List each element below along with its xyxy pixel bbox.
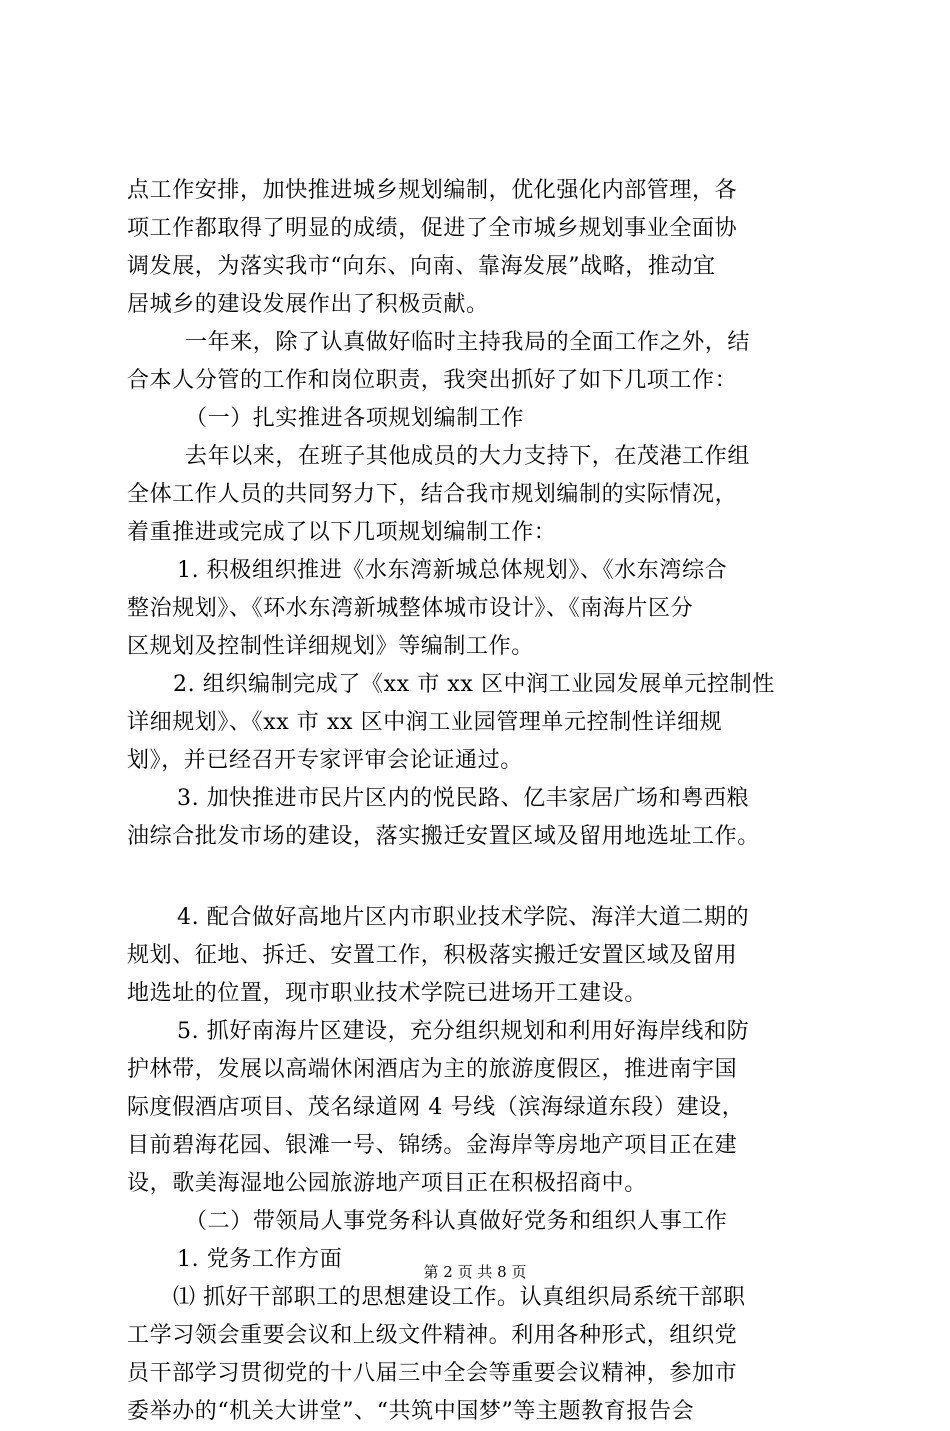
document-body xyxy=(127,172,837,1431)
paragraph-line: 委举办的“机关大讲堂”、“共筑中国梦”等主题教育报告会 xyxy=(127,1399,695,1424)
paragraph-line: 着重推进或完成了以下几项规划编制工作： xyxy=(127,520,557,545)
list-item-line: 4. 配合做好高地片区内市职业技术学院、海洋大道二期的 xyxy=(177,905,750,930)
list-item-line: 3. 加快推进市民片区内的悦民路、亿丰家居广场和粤西粮 xyxy=(177,786,750,811)
list-item-line: 2. 组织编制完成了《xx 市 xx 区中润工业园发展单元控制性 xyxy=(173,672,775,697)
list-item-line: 区规划及控制性详细规划》等编制工作。 xyxy=(127,634,534,659)
list-item-line: 详细规划》、《xx 市 xx 区中润工业园管理单元控制性详细规 xyxy=(127,710,723,735)
list-item-line: 设，歌美海湿地公园旅游地产项目正在积极招商中。 xyxy=(127,1171,647,1196)
paragraph-line: 点工作安排，加快推进城乡规划编制，优化强化内部管理，各 xyxy=(127,178,738,203)
list-item-line: 目前碧海花园、银滩一号、锦绣。金海岸等房地产项目正在建 xyxy=(127,1133,738,1158)
section-heading: （二）带领局人事党务科认真做好党务和组织人事工作 xyxy=(185,1209,728,1234)
paragraph-line: 去年以来，在班子其他成员的大力支持下，在茂港工作组 xyxy=(185,444,751,469)
list-item-line: 护林带，发展以高端休闲酒店为主的旅游度假区，推进南宇国 xyxy=(127,1057,738,1082)
list-item-line: 整治规划》、《环水东湾新城整体城市设计》、《南海片区分 xyxy=(127,596,694,621)
paragraph-line: 全体工作人员的共同努力下，结合我市规划编制的实际情况， xyxy=(127,482,738,507)
list-item-line: 油综合批发市场的建设，落实搬迁安置区域及留用地选址工作。 xyxy=(127,824,760,849)
paragraph-line: ⑴ 抓好干部职工的思想建设工作。认真组织局系统干部职 xyxy=(173,1285,746,1310)
list-item-line: 际度假酒店项目、茂名绿道网 4 号线（滨海绿道东段）建设， xyxy=(127,1095,745,1120)
list-item-line: 地选址的位置，现市职业技术学院已进场开工建设。 xyxy=(127,981,647,1006)
page-number: 第 2 页 共 8 页 xyxy=(423,1263,527,1281)
list-item-line: 划》，并已经召开专家评审会论证通过。 xyxy=(127,748,523,773)
paragraph-line: 调发展，为落实我市“向东、向南、靠海发展”战略，推动宜 xyxy=(127,254,716,279)
paragraph-line: 项工作都取得了明显的成绩，促进了全市城乡规划事业全面协 xyxy=(127,216,738,241)
paragraph-gap xyxy=(127,856,837,899)
list-item-line: 规划、征地、拆迁、安置工作，积极落实搬迁安置区域及留用 xyxy=(127,943,738,968)
list-item-line: 5. 抓好南海片区建设，充分组织规划和利用好海岸线和防 xyxy=(177,1019,750,1044)
list-item-line: 1. 积极组织推进《水东湾新城总体规划》、《水东湾综合 xyxy=(177,558,728,583)
paragraph-line: 工学习领会重要会议和上级文件精神。利用各种形式，组织党 xyxy=(127,1323,738,1348)
paragraph-line: 一年来，除了认真做好临时主持我局的全面工作之外，结 xyxy=(185,330,751,355)
paragraph-line: 居城乡的建设发展作出了积极贡献。 xyxy=(127,292,489,317)
paragraph-line: 员干部学习贯彻党的十八届三中全会等重要会议精神，参加市 xyxy=(127,1361,738,1386)
paragraph-line: 合本人分管的工作和岗位职责，我突出抓好了如下几项工作： xyxy=(127,368,738,393)
section-heading: （一）扎实推进各项规划编制工作 xyxy=(185,406,525,431)
page-footer xyxy=(0,1262,950,1282)
subsection-heading: 1. 党务工作方面 xyxy=(177,1247,343,1272)
